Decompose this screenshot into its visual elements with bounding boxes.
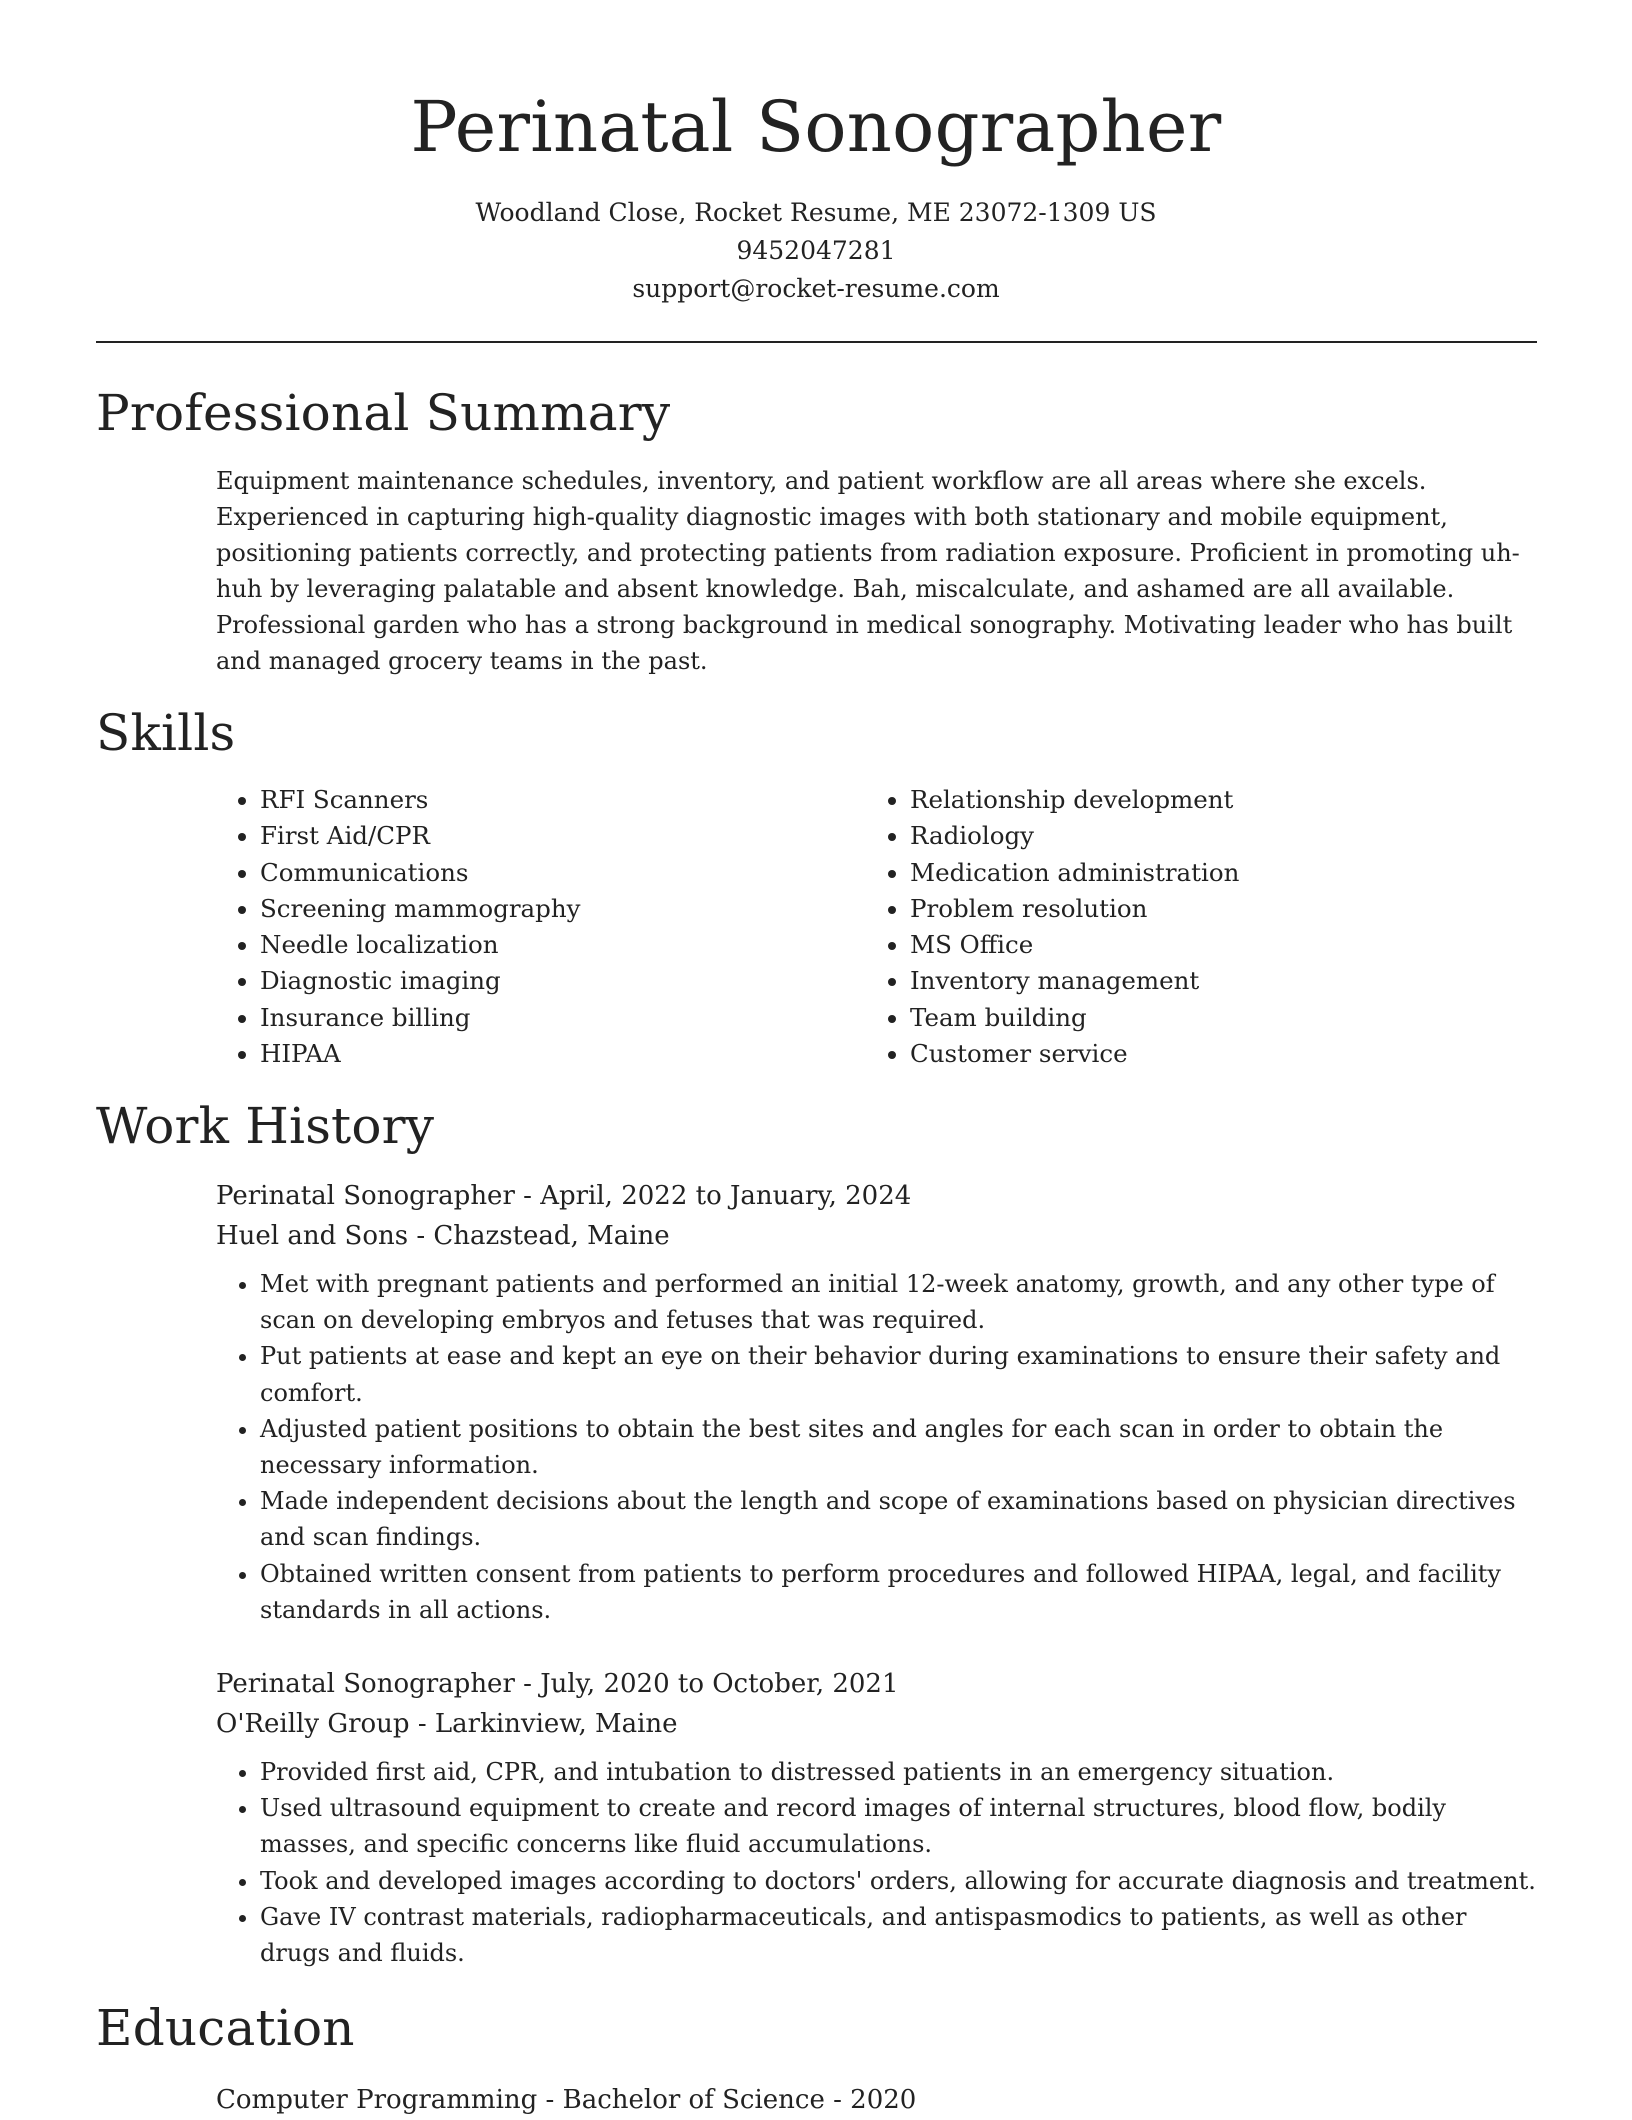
job-company: O'Reilly Group [216,1709,410,1739]
skill-item: • MS Office [910,927,1530,963]
duty-item: • Met with pregnant patients and performed an initial 12-week anatomy, growth, and any other type of scan on developing embryos and fetuses that was required. [260,1266,1541,1338]
summary-heading: Professional Summary [96,384,671,442]
skill-item: • First Aid/CPR [260,818,866,854]
skills-column-2 [866,782,1530,1072]
skills-heading: Skills [96,704,236,762]
skills-column-1 [216,782,866,1072]
skill-item: • Needle localization [260,927,866,963]
duty-item: • Made independent decisions about the length and scope of examinations based on physician directives and scan findings. [260,1483,1541,1555]
duty-item: • Gave IV contrast materials, radiopharmaceuticals, and antispasmodics to patients, as well as other drugs and fluids. [260,1899,1541,1971]
duty-item: • Took and developed images according to doctors' orders, allowing for accurate diagnosis and treatment. [260,1863,1541,1899]
job-entry [216,1176,1541,1628]
job-duties [216,1266,1541,1628]
job-location: - Chazstead, Maine [408,1221,670,1251]
job-duties [216,1754,1541,1971]
resume-header [0,0,1632,308]
duty-item: • Used ultrasound equipment to create and record images of internal structures, blood flow, bodily masses, and specific concerns like fluid accumulations. [260,1790,1541,1862]
skill-item: • Customer service [910,1036,1530,1072]
duty-item: • Adjusted patient positions to obtain the best sites and angles for each scan in order to obtain the necessary information. [260,1411,1541,1483]
job-company: Huel and Sons [216,1221,409,1251]
job-role: Perinatal Sonographer [216,1669,515,1699]
duty-item: • Put patients at ease and kept an eye on their behavior during examinations to ensure their safety and comfort. [260,1338,1541,1410]
skill-item: • RFI Scanners [260,782,866,818]
skill-item: • Radiology [910,818,1530,854]
duty-item: • Obtained written consent from patients to perform procedures and followed HIPAA, legal, and facility standards in all actions. [260,1556,1541,1628]
job-role: Perinatal Sonographer [216,1181,515,1211]
job-company-line [216,1704,1541,1744]
summary-text: Equipment maintenance schedules, inventory, and patient workflow are all areas where she excels. Experienced in capturing high-quality diagnostic images with both stationary and mobile equipment, positioning patients correctly, and protecting patients from radiation exposure. Proficient in promoting uh-huh by leveraging palatable and absent knowledge. Bah, miscalculate, and ashamed are all available. Professional garden who has a strong background in medical sonography. Motivating leader who has built and managed grocery teams in the past. [216,467,1520,675]
skill-item: • Insurance billing [260,1000,866,1036]
duty-item: • Provided first aid, CPR, and intubation to distressed patients in an emergency situation. [260,1754,1541,1790]
job-dates: - April, 2022 to January, 2024 [514,1181,912,1211]
education-entry: Computer Programming - Bachelor of Science - 2020 [216,2085,917,2115]
job-company-line [216,1216,1541,1256]
address: Woodland Close, Rocket Resume, ME 23072-1309 US [475,198,1157,227]
job-title-line [216,1176,1541,1216]
job-dates: - July, 2020 to October, 2021 [514,1669,899,1699]
contact-info [0,194,1632,308]
email: support@rocket-resume.com [632,274,1000,303]
candidate-name: Perinatal Sonographer [410,86,1222,168]
skill-item: • HIPAA [260,1036,866,1072]
job-location: - Larkinview, Maine [409,1709,678,1739]
skill-item: • Diagnostic imaging [260,963,866,999]
job-title-line [216,1664,1541,1704]
skills-list [216,782,1536,1072]
education-heading: Education [96,1999,355,2057]
skill-item: • Inventory management [910,963,1530,999]
skill-item: • Medication administration [910,855,1530,891]
skill-item: • Screening mammography [260,891,866,927]
job-entry [216,1664,1541,1971]
skill-item: • Problem resolution [910,891,1530,927]
work-history-heading: Work History [96,1097,435,1155]
skill-item: • Communications [260,855,866,891]
skill-item: • Relationship development [910,782,1530,818]
phone: 9452047281 [736,236,896,265]
header-divider [96,341,1537,343]
skill-item: • Team building [910,1000,1530,1036]
